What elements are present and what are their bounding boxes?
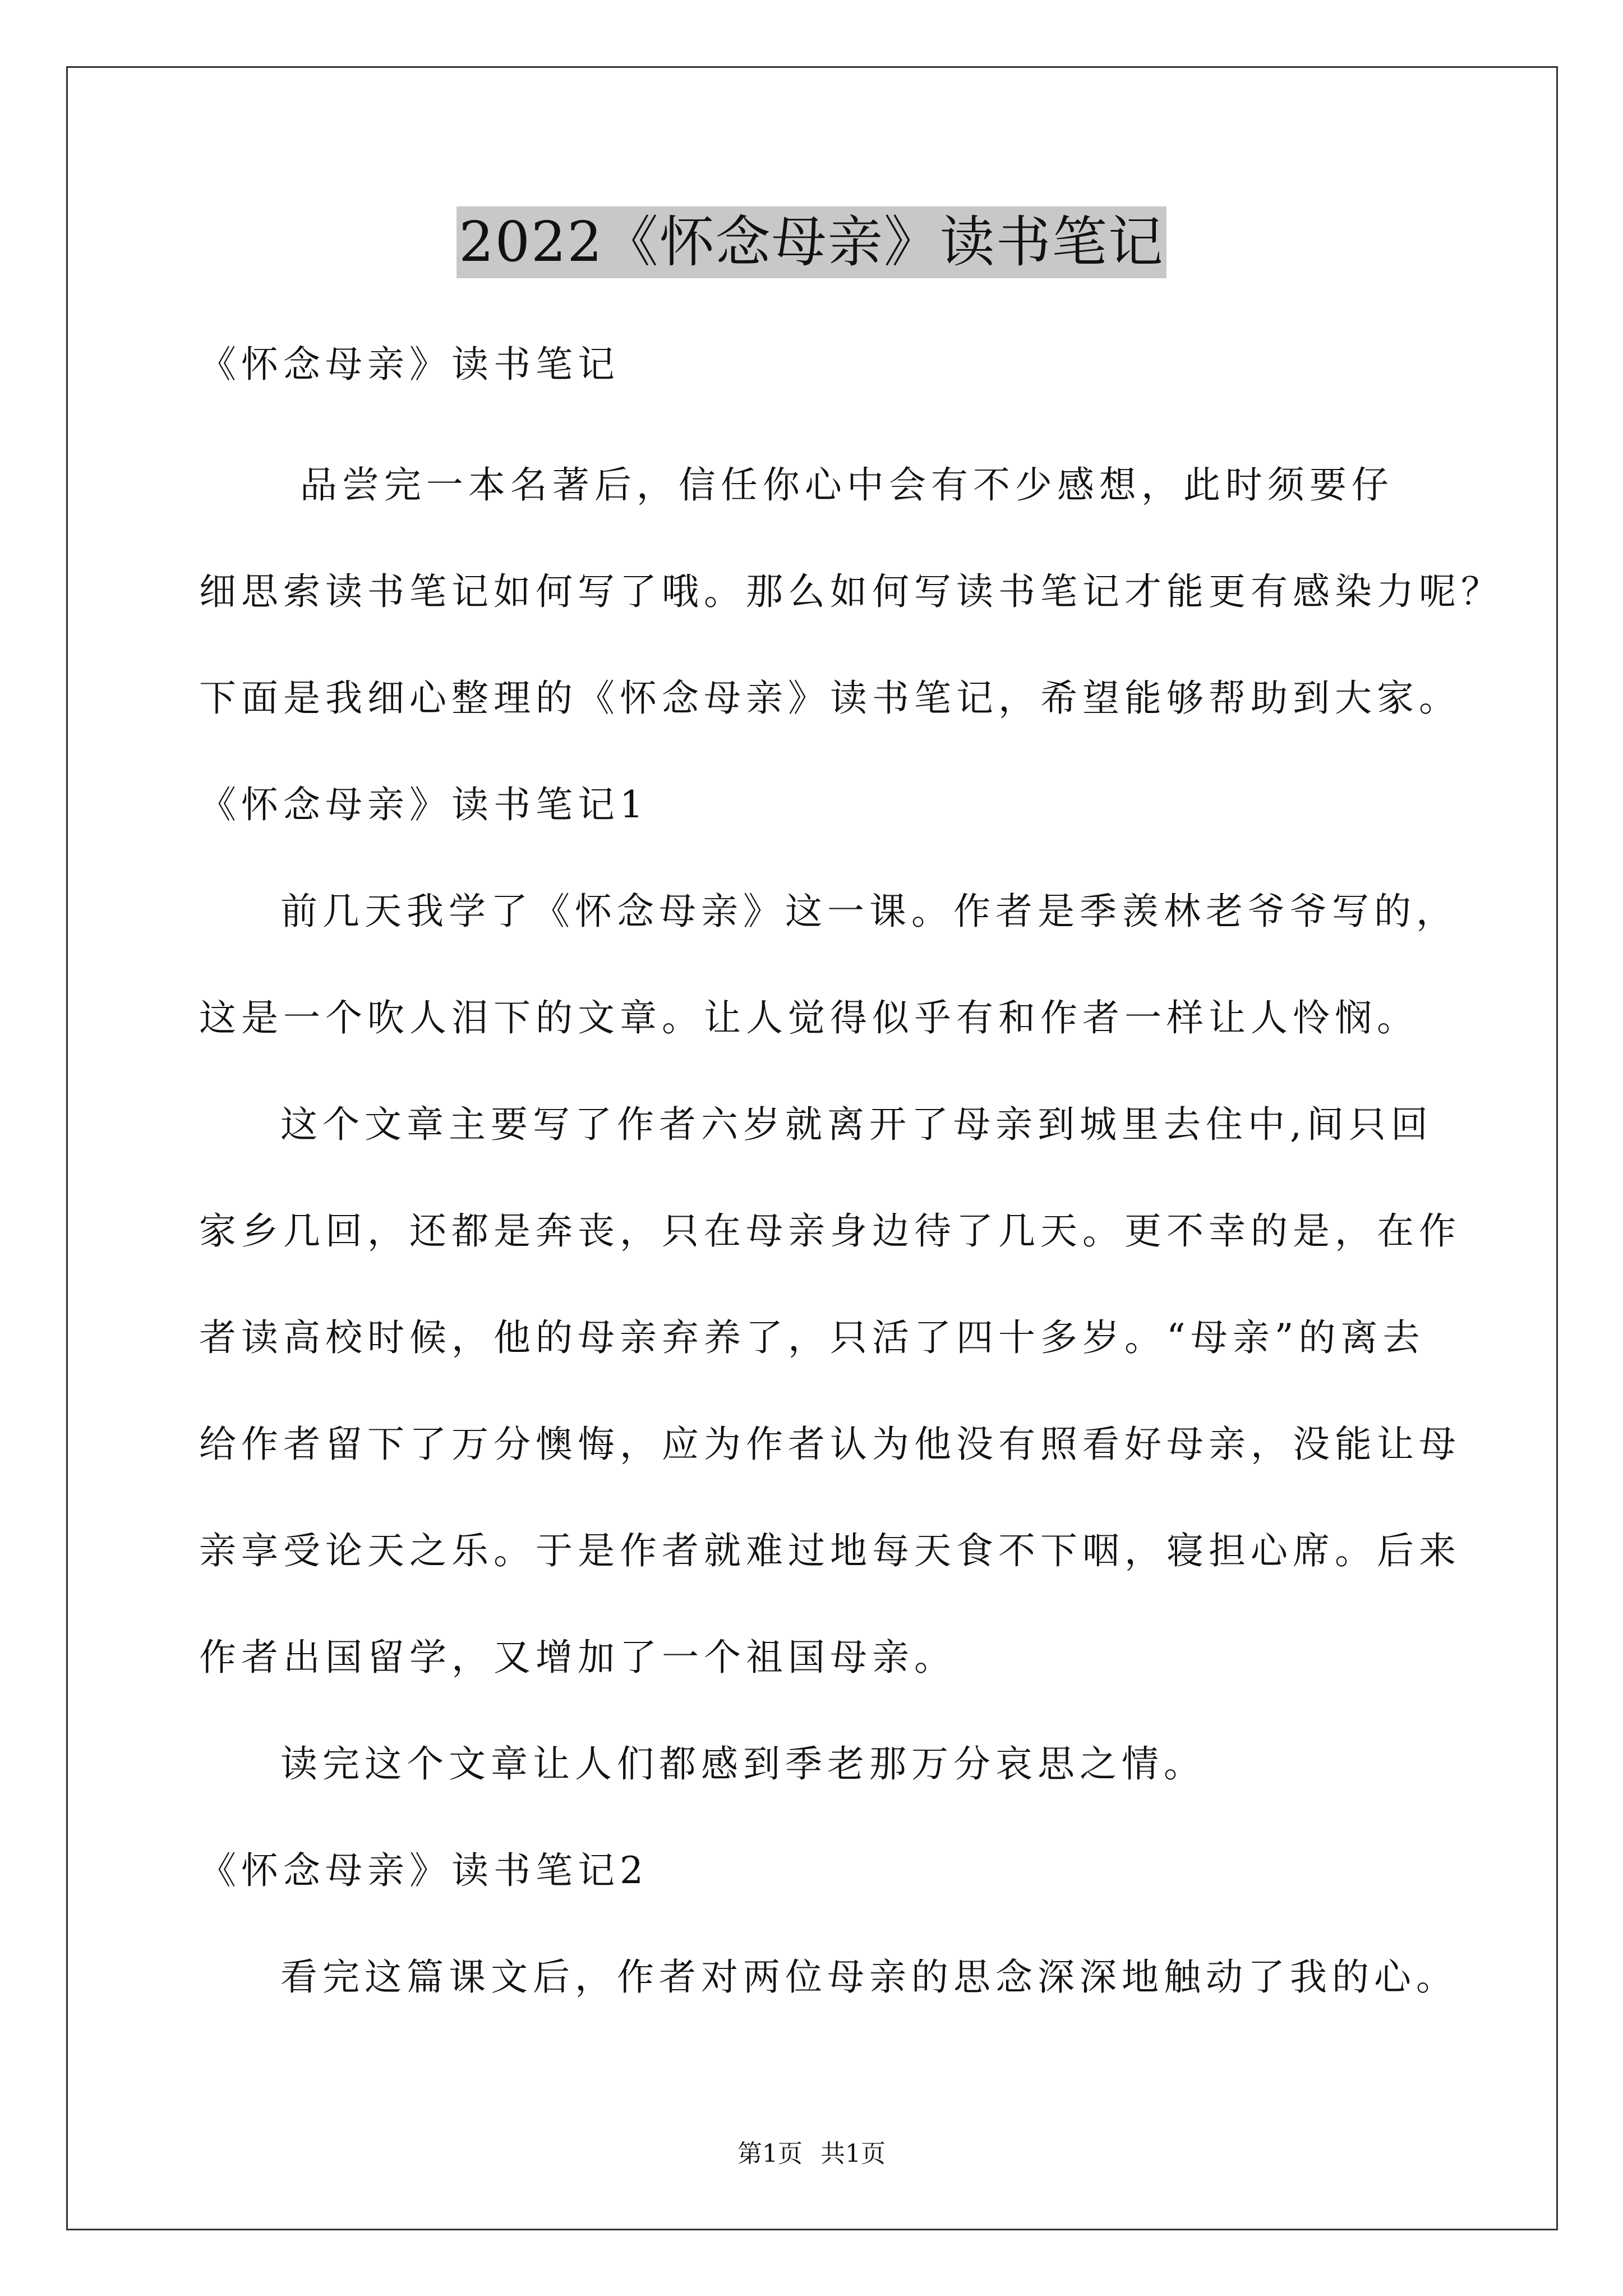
paragraph-line: 这个文章主要写了作者六岁就离开了母亲到城里去住中,间只回 <box>280 1103 1433 1146</box>
paragraph-line: 细思索读书笔记如何写了哦。那么如何写读书笔记才能更有感染力呢？ <box>199 570 1503 613</box>
page-total: 共1页 <box>820 2139 886 2168</box>
paragraph-line: 给作者留下了万分懊悔，应为作者认为他没有照看好母亲，没能让母 <box>199 1423 1461 1466</box>
paragraph-line: 作者出国留学，又增加了一个祖国母亲。 <box>199 1636 956 1679</box>
document-title: 2022《怀念母亲》读书笔记 <box>457 206 1166 278</box>
page-footer <box>0 2138 1623 2170</box>
paragraph-line: 看完这篇课文后，作者对两位母亲的思念深深地触动了我的心。 <box>280 1955 1458 1999</box>
paragraph-line: 亲享受论天之乐。于是作者就难过地每天食不下咽，寝担心席。后来 <box>199 1529 1461 1572</box>
paragraph-line: 这是一个吹人泪下的文章。让人觉得似乎有和作者一样让人怜悯。 <box>199 996 1419 1039</box>
paragraph-line: 者读高校时候，他的母亲弃养了，只活了四十多岁。“母亲”的离去 <box>199 1316 1425 1359</box>
section-heading: 《怀念母亲》读书笔记2 <box>199 1849 648 1892</box>
page-number: 第1页 <box>737 2139 803 2168</box>
page-border <box>66 66 1558 2230</box>
paragraph-line: 下面是我细心整理的《怀念母亲》读书笔记，希望能够帮助到大家。 <box>199 677 1461 720</box>
paragraph-line: 前几天我学了《怀念母亲》这一课。作者是季羡林老爷爷写的， <box>280 890 1458 933</box>
paragraph-line: 读完这个文章让人们都感到季老那万分哀思之情。 <box>280 1742 1206 1786</box>
section-heading: 《怀念母亲》读书笔记 <box>199 343 620 386</box>
title-container <box>0 206 1623 278</box>
paragraph-line: 品尝完一本名著后，信任你心中会有不少感想，此时须要仔 <box>199 463 1394 507</box>
paragraph-line: 家乡几回，还都是奔丧，只在母亲身边待了几天。更不幸的是，在作 <box>199 1209 1461 1253</box>
section-heading: 《怀念母亲》读书笔记1 <box>199 783 648 826</box>
